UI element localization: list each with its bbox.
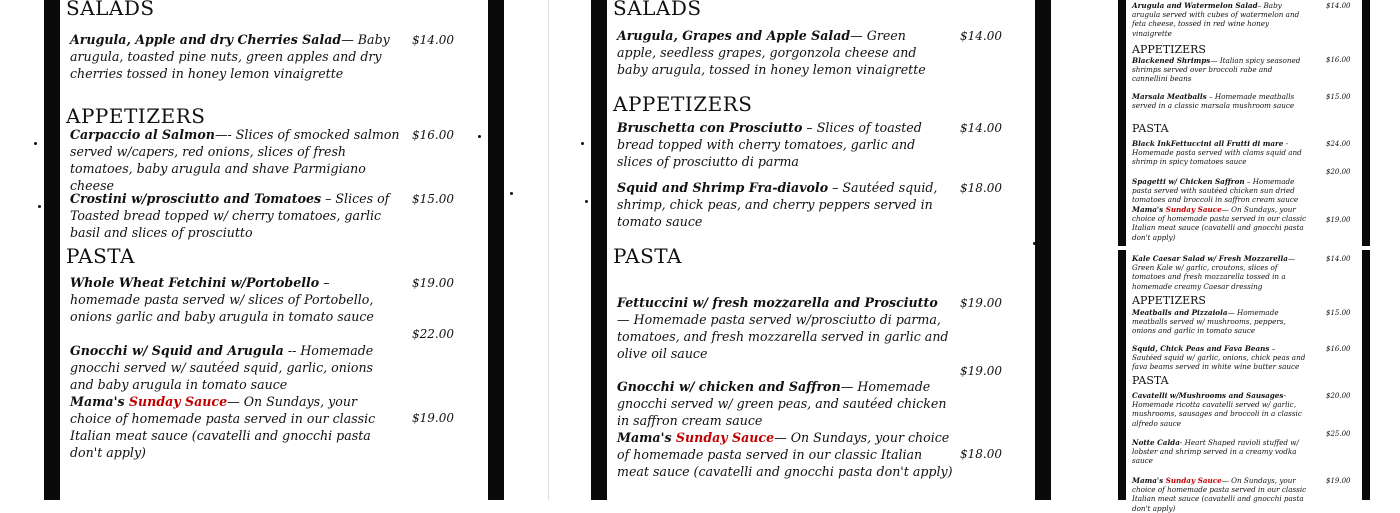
- item-name: Arugula, Grapes and Apple Salad: [617, 28, 851, 43]
- item-description: — Baby arugula, toasted pine nuts, green apples and dry cherries tossed in honey lemon vinaigrette: [70, 32, 390, 81]
- menu-item: [617, 429, 953, 480]
- sunday-sauce-label: Sunday Sauce: [1165, 205, 1222, 214]
- section-heading-appetizers: APPETIZERS: [66, 104, 206, 128]
- item-description: — On Sundays, your choice of homemade pasta served in our classic Italian meat sauce (cavatelli and gnocchi pasta don't apply): [70, 394, 376, 460]
- sunday-sauce-label: Sunday Sauce: [128, 394, 228, 409]
- section-heading-pasta: PASTA: [613, 244, 682, 268]
- item-description: — On Sundays, your choice of homemade pasta served in our classic Italian meat sauce (cavatelli and gnocchi pasta don't apply): [1132, 205, 1307, 242]
- item-description: —- Slices of smocked salmon served w/capers, red onions, slices of fresh tomatoes, baby arugula and shave Parmigiano cheese: [70, 127, 400, 193]
- sunday-sauce-label: Sunday Sauce: [1165, 476, 1222, 485]
- item-price: $14.00: [1326, 255, 1351, 263]
- item-name: Black InkFettuccini all Frutti di mare: [1132, 139, 1284, 148]
- item-name: Meatballs and Pizzaiola: [1132, 308, 1228, 317]
- item-price: $16.00: [1326, 345, 1351, 353]
- item-name: Notte Calda: [1132, 438, 1180, 447]
- section-heading-salads: SALADS: [66, 0, 155, 20]
- sunday-sauce-label: Sunday Sauce: [675, 430, 775, 445]
- ink-speck: [1033, 242, 1036, 245]
- item-description: – Homemade pasta served with sautéed chicken sun dried tomatoes and broccoli in saffron cream sauce: [1132, 177, 1299, 205]
- item-price: $19.00: [412, 411, 454, 425]
- item-price: $20.00: [1326, 392, 1351, 400]
- item-name: Arugula, Apple and dry Cherries Salad: [70, 32, 342, 47]
- item-name: Blackened Shrimps: [1132, 56, 1211, 65]
- item-name: Cavatelli w/Mushrooms and Sausages: [1132, 391, 1284, 400]
- item-description: – Slices of Toasted bread topped w/ cherry tomatoes, garlic basil and slices of prosciutto: [70, 191, 390, 240]
- menu-item: [1132, 476, 1307, 513]
- item-description: — On Sundays, your choice of homemade pasta served in our classic Italian meat sauce (cavatelli and gnocchi pasta don't apply): [617, 430, 953, 479]
- item-name: Arugula and Watermelon Salad: [1132, 1, 1258, 10]
- menu-page-3: [1096, 0, 1400, 513]
- item-name: Marsala Meatballs: [1132, 92, 1207, 101]
- item-name: Gnocchi w/ chicken and Saffron: [617, 379, 841, 394]
- menu-item: [617, 294, 953, 362]
- item-description: — Green Kale w/ garlic, croutons, slices of tomatoes and fresh mozzarella tossed in a homemade creamy Caesar dressing: [1132, 254, 1296, 291]
- item-description: – Baby arugula served with cubes of watermelon and feta cheese, tossed in red wine honey vinaigrette: [1132, 1, 1300, 38]
- item-price: $14.00: [1326, 2, 1351, 10]
- menu-item: [1132, 1, 1307, 38]
- item-name: Mama's: [1132, 476, 1166, 485]
- item-description: – Slices of toasted bread topped with cherry tomatoes, garlic and slices of prosciutto di parma: [617, 120, 922, 169]
- menu-item: [1132, 308, 1307, 336]
- item-price: $18.00: [960, 181, 1002, 195]
- item-price: $15.00: [412, 192, 454, 206]
- item-name: Whole Wheat Fetchini w/Portobello: [70, 275, 320, 290]
- item-name: Kale Caesar Salad w/ Fresh Mozzarella: [1132, 254, 1288, 263]
- menu-item: [1132, 56, 1307, 84]
- menu-item: [1132, 391, 1307, 428]
- menu-item: [617, 27, 947, 78]
- page-border-left: [591, 0, 607, 500]
- item-description: — On Sundays, your choice of homemade pasta served in our classic Italian meat sauce (cavatelli and gnocchi pasta don't apply): [1132, 476, 1307, 513]
- section-heading-appetizers: APPETIZERS: [613, 92, 753, 116]
- item-description: — Homemade gnocchi served w/ green peas, and sautéed chicken in saffron cream sauce: [617, 379, 947, 428]
- menu-item: [70, 274, 400, 325]
- item-price: $19.00: [960, 296, 1002, 310]
- menu-item: [1132, 254, 1307, 291]
- item-description: — Homemade meatballs served w/ mushrooms, peppers, onions and garlic in tomato sauce: [1132, 308, 1286, 336]
- section-heading-appetizers: APPETIZERS: [1132, 43, 1206, 56]
- page-divider: [1114, 246, 1376, 250]
- item-price: $19.00: [1326, 477, 1351, 485]
- item-description: – Homemade meatballs served in a classic marsala mushroom sauce: [1132, 92, 1295, 111]
- menu-item: [70, 190, 400, 241]
- item-description: – Sautéed squid w/ garlic, onions, chick peas and fava beams served in white wine butter sauce: [1132, 344, 1306, 372]
- section-heading-appetizers: APPETIZERS: [1132, 294, 1206, 307]
- ink-speck: [478, 135, 481, 138]
- item-description: - Heart Shaped ravioli stuffed w/ lobster and shrimp served in a creamy vodka sauce: [1132, 438, 1299, 466]
- item-price: $14.00: [960, 121, 1002, 135]
- item-description: — Homemade pasta served w/prosciutto di parma, tomatoes, and fresh mozzarella served in garlic and olive oil sauce: [617, 312, 949, 361]
- menu-item: [617, 119, 953, 170]
- item-name: Mama's: [70, 394, 129, 409]
- item-name: Crostini w/prosciutto and Tomatoes: [70, 191, 322, 206]
- item-price: $15.00: [1326, 93, 1351, 101]
- item-name: Fettuccini w/ fresh mozzarella and Prosciutto: [617, 295, 938, 310]
- section-heading-pasta: PASTA: [1132, 122, 1169, 135]
- item-description: -- Homemade gnocchi served w/ sautéed squid, garlic, onions and baby arugula in tomato sauce: [70, 343, 374, 392]
- menu-page-1: [0, 0, 520, 500]
- page-border-left: [44, 0, 60, 500]
- menu-item: [1132, 438, 1307, 466]
- menu-item: [70, 126, 400, 194]
- item-price: $14.00: [960, 29, 1002, 43]
- menu-page-2: [548, 0, 1057, 500]
- item-price: $16.00: [412, 128, 454, 142]
- menu-item: [70, 393, 400, 461]
- menu-item: [1132, 139, 1307, 167]
- item-price: $16.00: [1326, 56, 1351, 64]
- item-name: Spagetti w/ Chicken Saffron: [1132, 177, 1245, 186]
- item-price: $19.00: [960, 364, 1002, 378]
- page-border-left: [1118, 0, 1126, 500]
- item-description: - Homemade ricotta cavatelli served w/ garlic, mushrooms, sausages and broccoli in a classic alfredo sauce: [1132, 391, 1302, 428]
- item-description: — Italian spicy seasoned shrimps served over broccoli rabe and cannellini beans: [1132, 56, 1301, 84]
- menu-item: [617, 378, 953, 429]
- item-description: – homemade pasta served w/ slices of Portobello, onions garlic and baby arugula in tomato sauce: [70, 275, 374, 324]
- ink-speck: [581, 142, 584, 145]
- page-border-right: [488, 0, 504, 500]
- item-name: Squid and Shrimp Fra-diavolo: [617, 180, 829, 195]
- item-price: $15.00: [1326, 309, 1351, 317]
- section-heading-pasta: PASTA: [66, 244, 135, 268]
- item-price: $14.00: [412, 33, 454, 47]
- item-price: $19.00: [412, 276, 454, 290]
- menu-item: [70, 342, 400, 393]
- item-name: Gnocchi w/ Squid and Arugula: [70, 343, 284, 358]
- item-name: Bruschetta con Prosciutto: [617, 120, 803, 135]
- item-description: – Sautéed squid, shrimp, chick peas, and cherry peppers served in tomato sauce: [617, 180, 938, 229]
- ink-speck: [34, 142, 37, 145]
- section-heading-salads: SALADS: [613, 0, 702, 20]
- item-name: Mama's: [1132, 205, 1166, 214]
- section-heading-pasta: PASTA: [1132, 374, 1169, 387]
- menu-item: [1132, 205, 1307, 242]
- item-price: $22.00: [412, 327, 454, 341]
- item-name: Carpaccio al Salmon: [70, 127, 215, 142]
- item-name: Squid, Chick Peas and Fava Beans: [1132, 344, 1270, 353]
- menu-item: [1132, 344, 1307, 372]
- item-price: $19.00: [1326, 216, 1351, 224]
- item-price: $24.00: [1326, 140, 1351, 148]
- ink-speck: [585, 200, 588, 203]
- item-price: $20.00: [1326, 168, 1351, 176]
- ink-speck: [38, 205, 41, 208]
- ink-speck: [510, 192, 513, 195]
- item-price: $25.00: [1326, 430, 1351, 438]
- item-description: — Green apple, seedless grapes, gorgonzola cheese and baby arugula, tossed in honey lemon vinaigrette: [617, 28, 926, 77]
- menu-item: [617, 179, 953, 230]
- item-description: - Homemade pasta served with clams squid and shrimp in spicy tomatoes sauce: [1132, 139, 1302, 167]
- item-name: Mama's: [617, 430, 676, 445]
- menu-item: [70, 31, 400, 82]
- page-border-right: [1035, 0, 1051, 500]
- menu-item: [1132, 177, 1307, 205]
- page-border-right: [1362, 0, 1370, 500]
- menu-item: [1132, 92, 1307, 110]
- item-price: $18.00: [960, 447, 1002, 461]
